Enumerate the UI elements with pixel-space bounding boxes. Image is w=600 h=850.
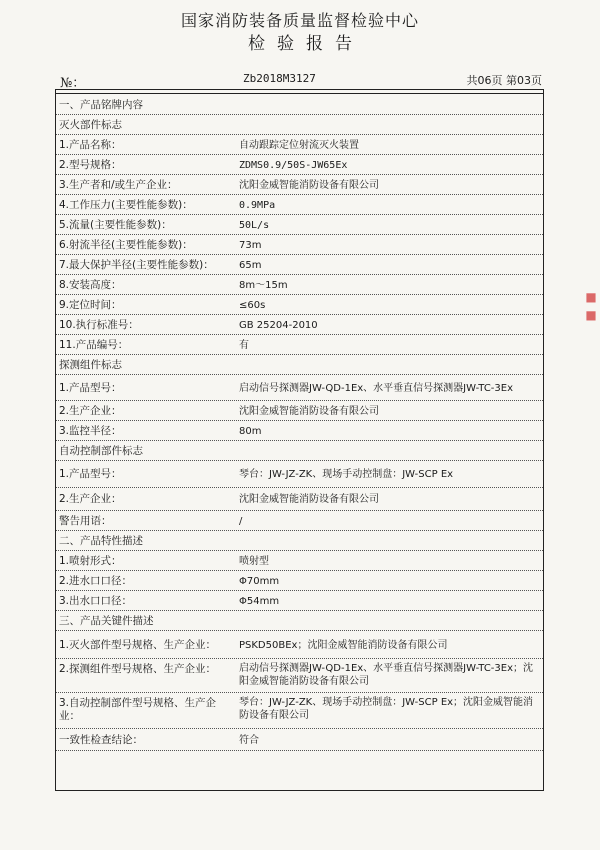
report-number: №： Zb2018M3127 <box>60 72 316 91</box>
page-info: 共06页 第03页 <box>466 74 542 87</box>
table-row <box>56 659 543 693</box>
table-row <box>56 611 543 631</box>
table-row <box>56 295 543 315</box>
row-label: 1.产品名称： <box>59 138 122 151</box>
table-row <box>56 95 543 115</box>
row-value: Φ54mm <box>239 595 280 607</box>
row-value: 沈阳金威智能消防设备有限公司 <box>239 179 379 191</box>
seal-stamp-fragment: ■ ■ <box>584 290 598 322</box>
table-row <box>56 275 543 295</box>
table-row <box>56 729 543 751</box>
row-value: 启动信号探测器JW-QD-1Ex、水平垂直信号探测器JW-TC-3Ex；沈阳金威智能消防设备有限公司 <box>239 663 534 687</box>
table-row <box>56 591 543 611</box>
row-value: 0.9MPa <box>239 199 276 211</box>
row-label: 探测组件标志 <box>59 358 122 371</box>
row-value: 沈阳金威智能消防设备有限公司 <box>239 494 379 505</box>
row-label: 三、产品关键件描述 <box>59 614 154 627</box>
row-value: 8m～15m <box>239 279 288 291</box>
table-row <box>56 215 543 235</box>
row-label: 1.产品型号： <box>59 381 122 394</box>
table-row <box>56 155 543 175</box>
table-row <box>56 531 543 551</box>
row-value: 琴台：JW-JZ-ZK、现场手动控制盘：JW-SCP Ex <box>239 469 454 480</box>
row-value: 喷射型 <box>239 555 269 567</box>
row-label: 4.工作压力(主要性能参数)： <box>59 198 193 211</box>
row-label: 3.生产者和/或生产企业： <box>59 178 178 191</box>
row-label: 10.执行标准号： <box>59 318 139 331</box>
row-value: 80m <box>239 425 262 437</box>
row-label: 7.最大保护半径(主要性能参数)： <box>59 258 214 271</box>
row-value: GB 25204-2010 <box>239 319 318 331</box>
row-value: 65m <box>239 259 262 271</box>
row-label: 8.安装高度： <box>59 278 122 291</box>
row-label: 1.灭火部件型号规格、生产企业： <box>59 638 217 651</box>
report-title: 检验报告 <box>248 34 364 54</box>
row-label: 灭火部件标志 <box>59 118 122 131</box>
row-value: 73m <box>239 239 262 251</box>
row-label: 3.出水口口径： <box>59 594 133 607</box>
table-top-rule <box>56 93 543 94</box>
report-number-label: №： <box>60 76 86 91</box>
row-label: 9.定位时间： <box>59 298 122 311</box>
table-row <box>56 441 543 461</box>
row-value: 有 <box>239 339 249 351</box>
table-row <box>56 335 543 355</box>
row-value: 自动跟踪定位射流灭火装置 <box>239 139 359 151</box>
table-row <box>56 511 543 531</box>
row-label: 2.生产企业： <box>59 493 122 505</box>
row-value: 琴台：JW-JZ-ZK、现场手动控制盘：JW-SCP Ex；沈阳金威智能消防设备有限公司 <box>239 697 534 721</box>
row-label: 一致性检查结论： <box>59 733 143 746</box>
row-value: 符合 <box>239 734 259 746</box>
table-row <box>56 631 543 659</box>
table-row <box>56 255 543 275</box>
row-label: 2.探测组件型号规格、生产企业： <box>59 663 217 675</box>
table-row <box>56 175 543 195</box>
row-label: 一、产品铭牌内容 <box>59 98 143 111</box>
row-label: 5.流量(主要性能参数)： <box>59 218 172 231</box>
row-label: 二、产品特性描述 <box>59 534 143 547</box>
table-row <box>56 461 543 488</box>
table-row <box>56 315 543 335</box>
row-value: / <box>239 515 243 527</box>
organization-title: 国家消防装备质量监督检验中心 <box>180 11 419 30</box>
row-separator <box>56 750 543 751</box>
row-value: 沈阳金威智能消防设备有限公司 <box>239 405 379 417</box>
row-label: 2.型号规格： <box>59 158 122 171</box>
table-row <box>56 195 543 215</box>
row-value: PSKD50BEx；沈阳金威智能消防设备有限公司 <box>239 639 448 651</box>
row-label: 2.进水口口径： <box>59 574 133 587</box>
row-label: 3.自动控制部件型号规格、生产企业： <box>59 697 217 722</box>
row-label: 2.生产企业： <box>59 404 122 417</box>
table-row <box>56 115 543 135</box>
table-row <box>56 571 543 591</box>
table-row <box>56 135 543 155</box>
table-row <box>56 488 543 511</box>
row-label: 1.产品型号： <box>59 468 122 480</box>
row-value: 50L/s <box>239 219 270 231</box>
table-row <box>56 375 543 401</box>
row-value: 启动信号探测器JW-QD-1Ex、水平垂直信号探测器JW-TC-3Ex <box>239 382 514 394</box>
table-row <box>56 421 543 441</box>
row-label: 3.监控半径： <box>59 424 122 437</box>
table-row <box>56 693 543 729</box>
row-value: Φ70mm <box>239 575 280 587</box>
row-label: 11.产品编号： <box>59 338 129 351</box>
table-row <box>56 551 543 571</box>
row-value: ≤60s <box>239 299 266 311</box>
row-value: ZDMS0.9/50S-JW65Ex <box>239 159 348 171</box>
report-table <box>55 89 544 791</box>
table-row <box>56 235 543 255</box>
row-label: 警告用语： <box>59 514 112 527</box>
row-label: 自动控制部件标志 <box>59 444 143 457</box>
row-label: 6.射流半径(主要性能参数)： <box>59 238 193 251</box>
row-label: 1.喷射形式： <box>59 554 122 567</box>
table-row <box>56 401 543 421</box>
table-row <box>56 355 543 375</box>
